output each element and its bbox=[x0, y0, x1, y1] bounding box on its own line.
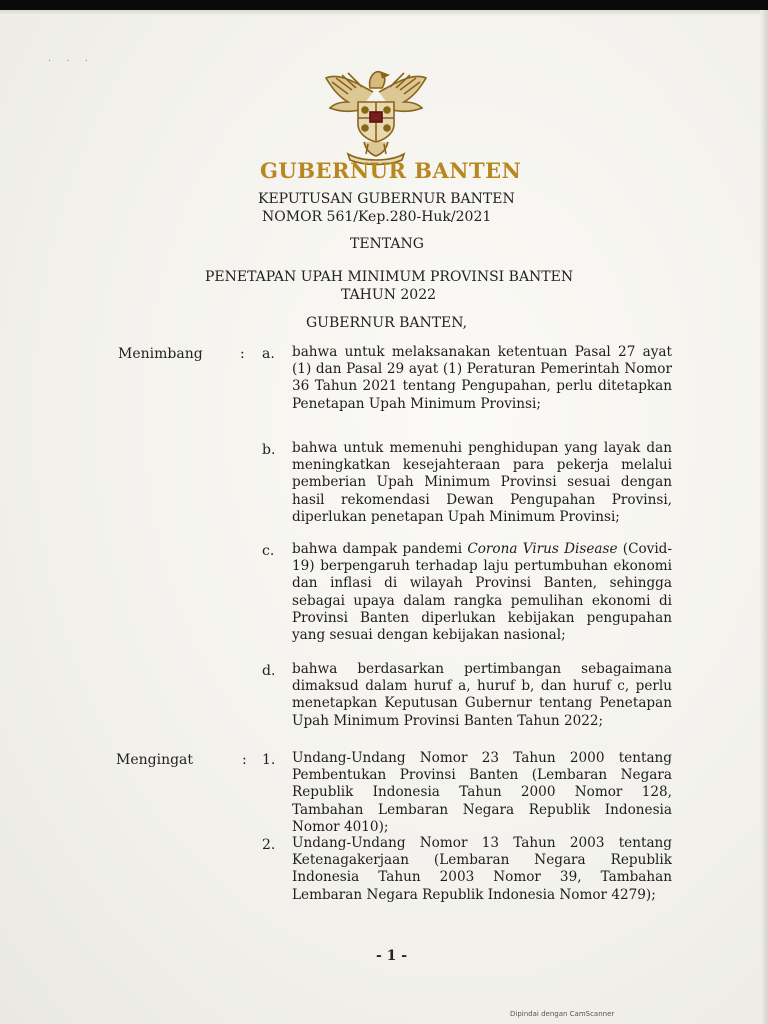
menimbang-marker-b: b. bbox=[262, 442, 276, 458]
menimbang-item-d: bahwa berdasarkan pertimbangan sebagaimana dimaksud dalam huruf a, huruf b, dan huruf c, perlu menetapkan Keputusan Gubernur tentang Penetapan Upah Minimum Provinsi Banten Tahun 2022; bbox=[292, 661, 672, 729]
scan-top-edge bbox=[0, 10, 768, 16]
governor-comma: GUBERNUR BANTEN, bbox=[306, 315, 468, 331]
mengingat-marker-1: 1. bbox=[262, 752, 276, 768]
item-c-text-before: bahwa dampak pandemi bbox=[292, 541, 468, 557]
about-heading: TENTANG bbox=[350, 236, 424, 252]
menimbang-marker-d: d. bbox=[262, 663, 276, 679]
decree-title: KEPUTUSAN GUBERNUR BANTEN bbox=[258, 191, 515, 207]
menimbang-marker-c: c. bbox=[262, 543, 275, 559]
decree-number: NOMOR 561/Kep.280-Huk/2021 bbox=[262, 209, 492, 225]
mengingat-item-1: Undang-Undang Nomor 23 Tahun 2000 tentang Pembentukan Provinsi Banten (Lembaran Negara Republik Indonesia Tahun 2000 Nomor 128, Tambahan Lembaran Negara Republik Indonesia Nomor 4010); bbox=[292, 750, 672, 835]
governor-title: GUBERNUR BANTEN bbox=[260, 158, 522, 183]
menimbang-item-b: bahwa untuk memenuhi penghidupan yang layak dan meningkatkan kesejahteraan para pekerja melalui pemberian Upah Minimum Provinsi sesuai dengan hasil rekomendasi Dewan Pengupahan Provinsi, diperlukan penetapan Upah Minimum Provinsi; bbox=[292, 440, 672, 525]
mengingat-label: Mengingat bbox=[116, 752, 194, 768]
scan-specks: · · · bbox=[48, 56, 94, 67]
menimbang-marker-a: a. bbox=[262, 346, 275, 362]
subject-line-1: PENETAPAN UPAH MINIMUM PROVINSI BANTEN bbox=[205, 269, 574, 285]
item-c-italic: Corona Virus Disease bbox=[467, 541, 618, 557]
menimbang-label: Menimbang bbox=[118, 346, 203, 362]
mengingat-marker-2: 2. bbox=[262, 837, 276, 853]
menimbang-item-c bbox=[292, 541, 672, 644]
mengingat-item-2: Undang-Undang Nomor 13 Tahun 2003 tentang Ketenagakerjaan (Lembaran Negara Republik Indonesia Tahun 2003 Nomor 39, Tambahan Lembaran Negara Republik Indonesia Nomor 4279); bbox=[292, 835, 672, 903]
item-c-text-after: (Covid-19) berpengaruh terhadap laju pertumbuhan ekonomi dan inflasi di wilayah Provinsi Banten, sehingga sebagai upaya dalam rangka pemulihan ekonomi di Provinsi Banten diperlukan kebijakan pengupahan yang sesuai dengan kebijakan nasional; bbox=[292, 541, 672, 644]
page-number: - 1 - bbox=[376, 948, 408, 964]
document-page bbox=[0, 10, 768, 1024]
mengingat-colon: : bbox=[242, 752, 247, 768]
garuda-emblem-icon bbox=[318, 58, 434, 166]
subject-line-2: TAHUN 2022 bbox=[341, 287, 437, 303]
menimbang-colon: : bbox=[240, 346, 245, 362]
scan-right-edge bbox=[760, 10, 768, 1024]
menimbang-item-a: bahwa untuk melaksanakan ketentuan Pasal 27 ayat (1) dan Pasal 29 ayat (1) Peraturan Pemerintah Nomor 36 Tahun 2021 tentang Pengupahan, perlu ditetapkan Penetapan Upah Minimum Provinsi; bbox=[292, 344, 672, 412]
scanner-note: Dipindai dengan CamScanner bbox=[510, 1010, 615, 1018]
